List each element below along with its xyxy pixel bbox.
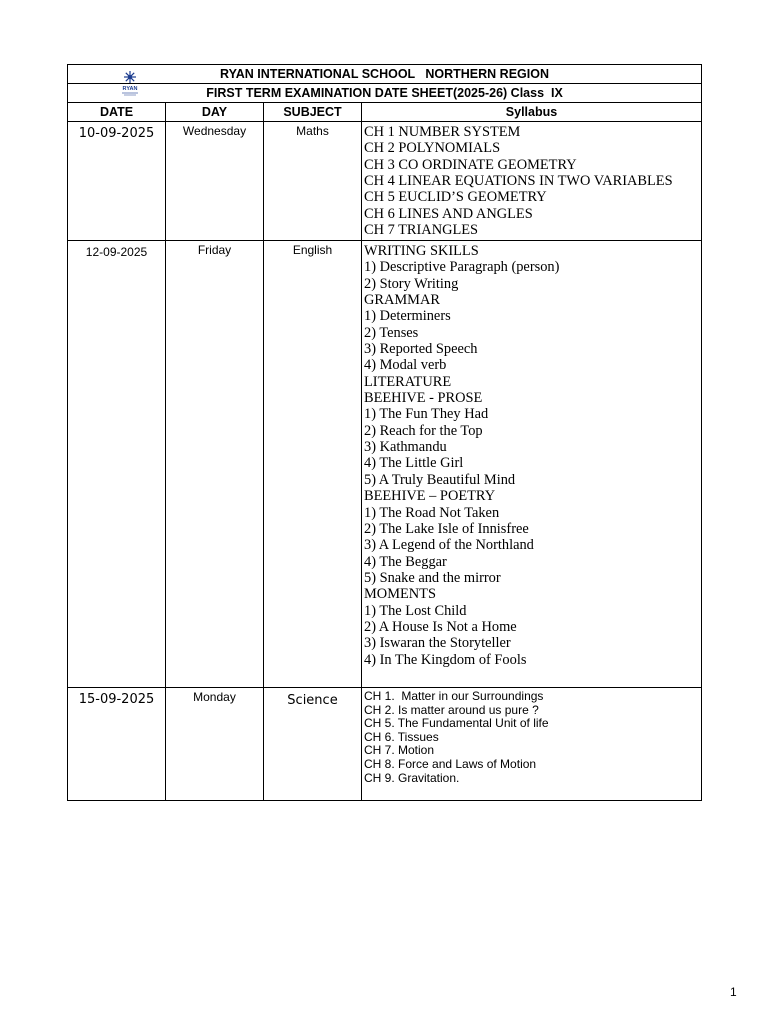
syllabus-item: CH 8. Force and Laws of Motion (364, 756, 537, 771)
school-name: RYAN INTERNATIONAL SCHOOL NORTHERN REGION (220, 67, 549, 81)
syllabus-item: 4) The Beggar (364, 553, 447, 570)
syllabus-list (362, 241, 702, 688)
syllabus-item: CH 2 POLYNOMIALS (364, 140, 501, 157)
logo-text: RYAN (122, 86, 138, 92)
syllabus-item: CH 6. Tissues (364, 729, 439, 744)
exam-date: 10-09-2025 (68, 122, 166, 241)
syllabus-item: 1) The Road Not Taken (364, 504, 500, 521)
syllabus-item: CH 2. Is matter around us pure ? (364, 702, 539, 717)
syllabus-item: 2) Tenses (364, 324, 419, 341)
subject-column-header: SUBJECT (264, 103, 362, 122)
syllabus-item: CH 7. Motion (364, 743, 435, 758)
exam-day: Wednesday (166, 122, 264, 241)
column-header-row (68, 103, 702, 122)
syllabus-item: 5) A Truly Beautiful Mind (364, 471, 516, 488)
syllabus-item: 3) Kathmandu (364, 439, 447, 456)
syllabus-item: CH 3 CO ORDINATE GEOMETRY (364, 156, 577, 173)
syllabus-item: CH 6 LINES AND ANGLES (364, 205, 533, 222)
syllabus-item: CH 9. Gravitation. (364, 770, 460, 785)
sheet-title-cell (68, 84, 702, 103)
sheet-title: FIRST TERM EXAMINATION DATE SHEET(2025-26) Class IX (206, 86, 563, 100)
syllabus-item: CH 5 EUCLID’S GEOMETRY (364, 189, 547, 206)
syllabus-item: 3) Reported Speech (364, 341, 478, 358)
syllabus-item: 1) The Lost Child (364, 602, 467, 619)
syllabus-item: 5) Snake and the mirror (364, 569, 501, 586)
school-name-cell (68, 65, 702, 92)
syllabus-item: 3) A Legend of the Northland (364, 537, 534, 554)
syllabus-item: 2) Story Writing (364, 275, 459, 292)
exam-date: 15-09-2025 (68, 688, 166, 801)
page-number: 1 (730, 985, 737, 999)
exam-date: 12-09-2025 (68, 241, 166, 688)
syllabus-item: CH 1 NUMBER SYSTEM (364, 124, 521, 140)
syllabus-item: 1) Determiners (364, 308, 451, 325)
exam-subject: English (264, 241, 362, 688)
syllabus-item: WRITING SKILLS (364, 243, 479, 259)
syllabus-list (362, 122, 702, 241)
syllabus-item: 4) In The Kingdom of Fools (364, 651, 527, 668)
exam-row (68, 122, 702, 241)
syllabus-list (362, 688, 702, 801)
syllabus-item: LITERATURE (364, 373, 452, 390)
syllabus-item: CH 1. Matter in our Surroundings (364, 689, 544, 703)
day-column-header: DAY (166, 103, 264, 122)
syllabus-item: GRAMMAR (364, 292, 440, 309)
syllabus-item: 1) Descriptive Paragraph (person) (364, 259, 560, 276)
syllabus-column-header: Syllabus (362, 103, 702, 122)
syllabus-item: BEEHIVE – POETRY (364, 488, 496, 505)
syllabus-item: MOMENTS (364, 586, 436, 603)
title-row (68, 84, 702, 103)
syllabus-item: 1) The Fun They Had (364, 406, 489, 423)
syllabus-item: 4) The Little Girl (364, 455, 464, 472)
syllabus-item: CH 7 TRIANGLES (364, 222, 479, 239)
exam-day: Monday (166, 688, 264, 801)
school-header-row (68, 65, 702, 84)
exam-day: Friday (166, 241, 264, 688)
exam-subject: Maths (264, 122, 362, 241)
date-sheet-table (67, 64, 702, 801)
syllabus-item: 2) A House Is Not a Home (364, 618, 517, 635)
date-column-header: DATE (68, 103, 166, 122)
syllabus-item: 3) Iswaran the Storyteller (364, 635, 511, 652)
syllabus-item: 2) Reach for the Top (364, 422, 483, 439)
syllabus-item: 2) The Lake Isle of Innisfree (364, 520, 529, 537)
exam-row (68, 241, 702, 688)
syllabus-item: 4) Modal verb (364, 357, 447, 374)
syllabus-item: BEEHIVE - PROSE (364, 390, 483, 407)
exam-subject: Science (264, 688, 362, 801)
syllabus-item: CH 4 LINEAR EQUATIONS IN TWO VARIABLES (364, 173, 673, 190)
exam-row (68, 688, 702, 801)
syllabus-item: CH 5. The Fundamental Unit of life (364, 716, 549, 731)
